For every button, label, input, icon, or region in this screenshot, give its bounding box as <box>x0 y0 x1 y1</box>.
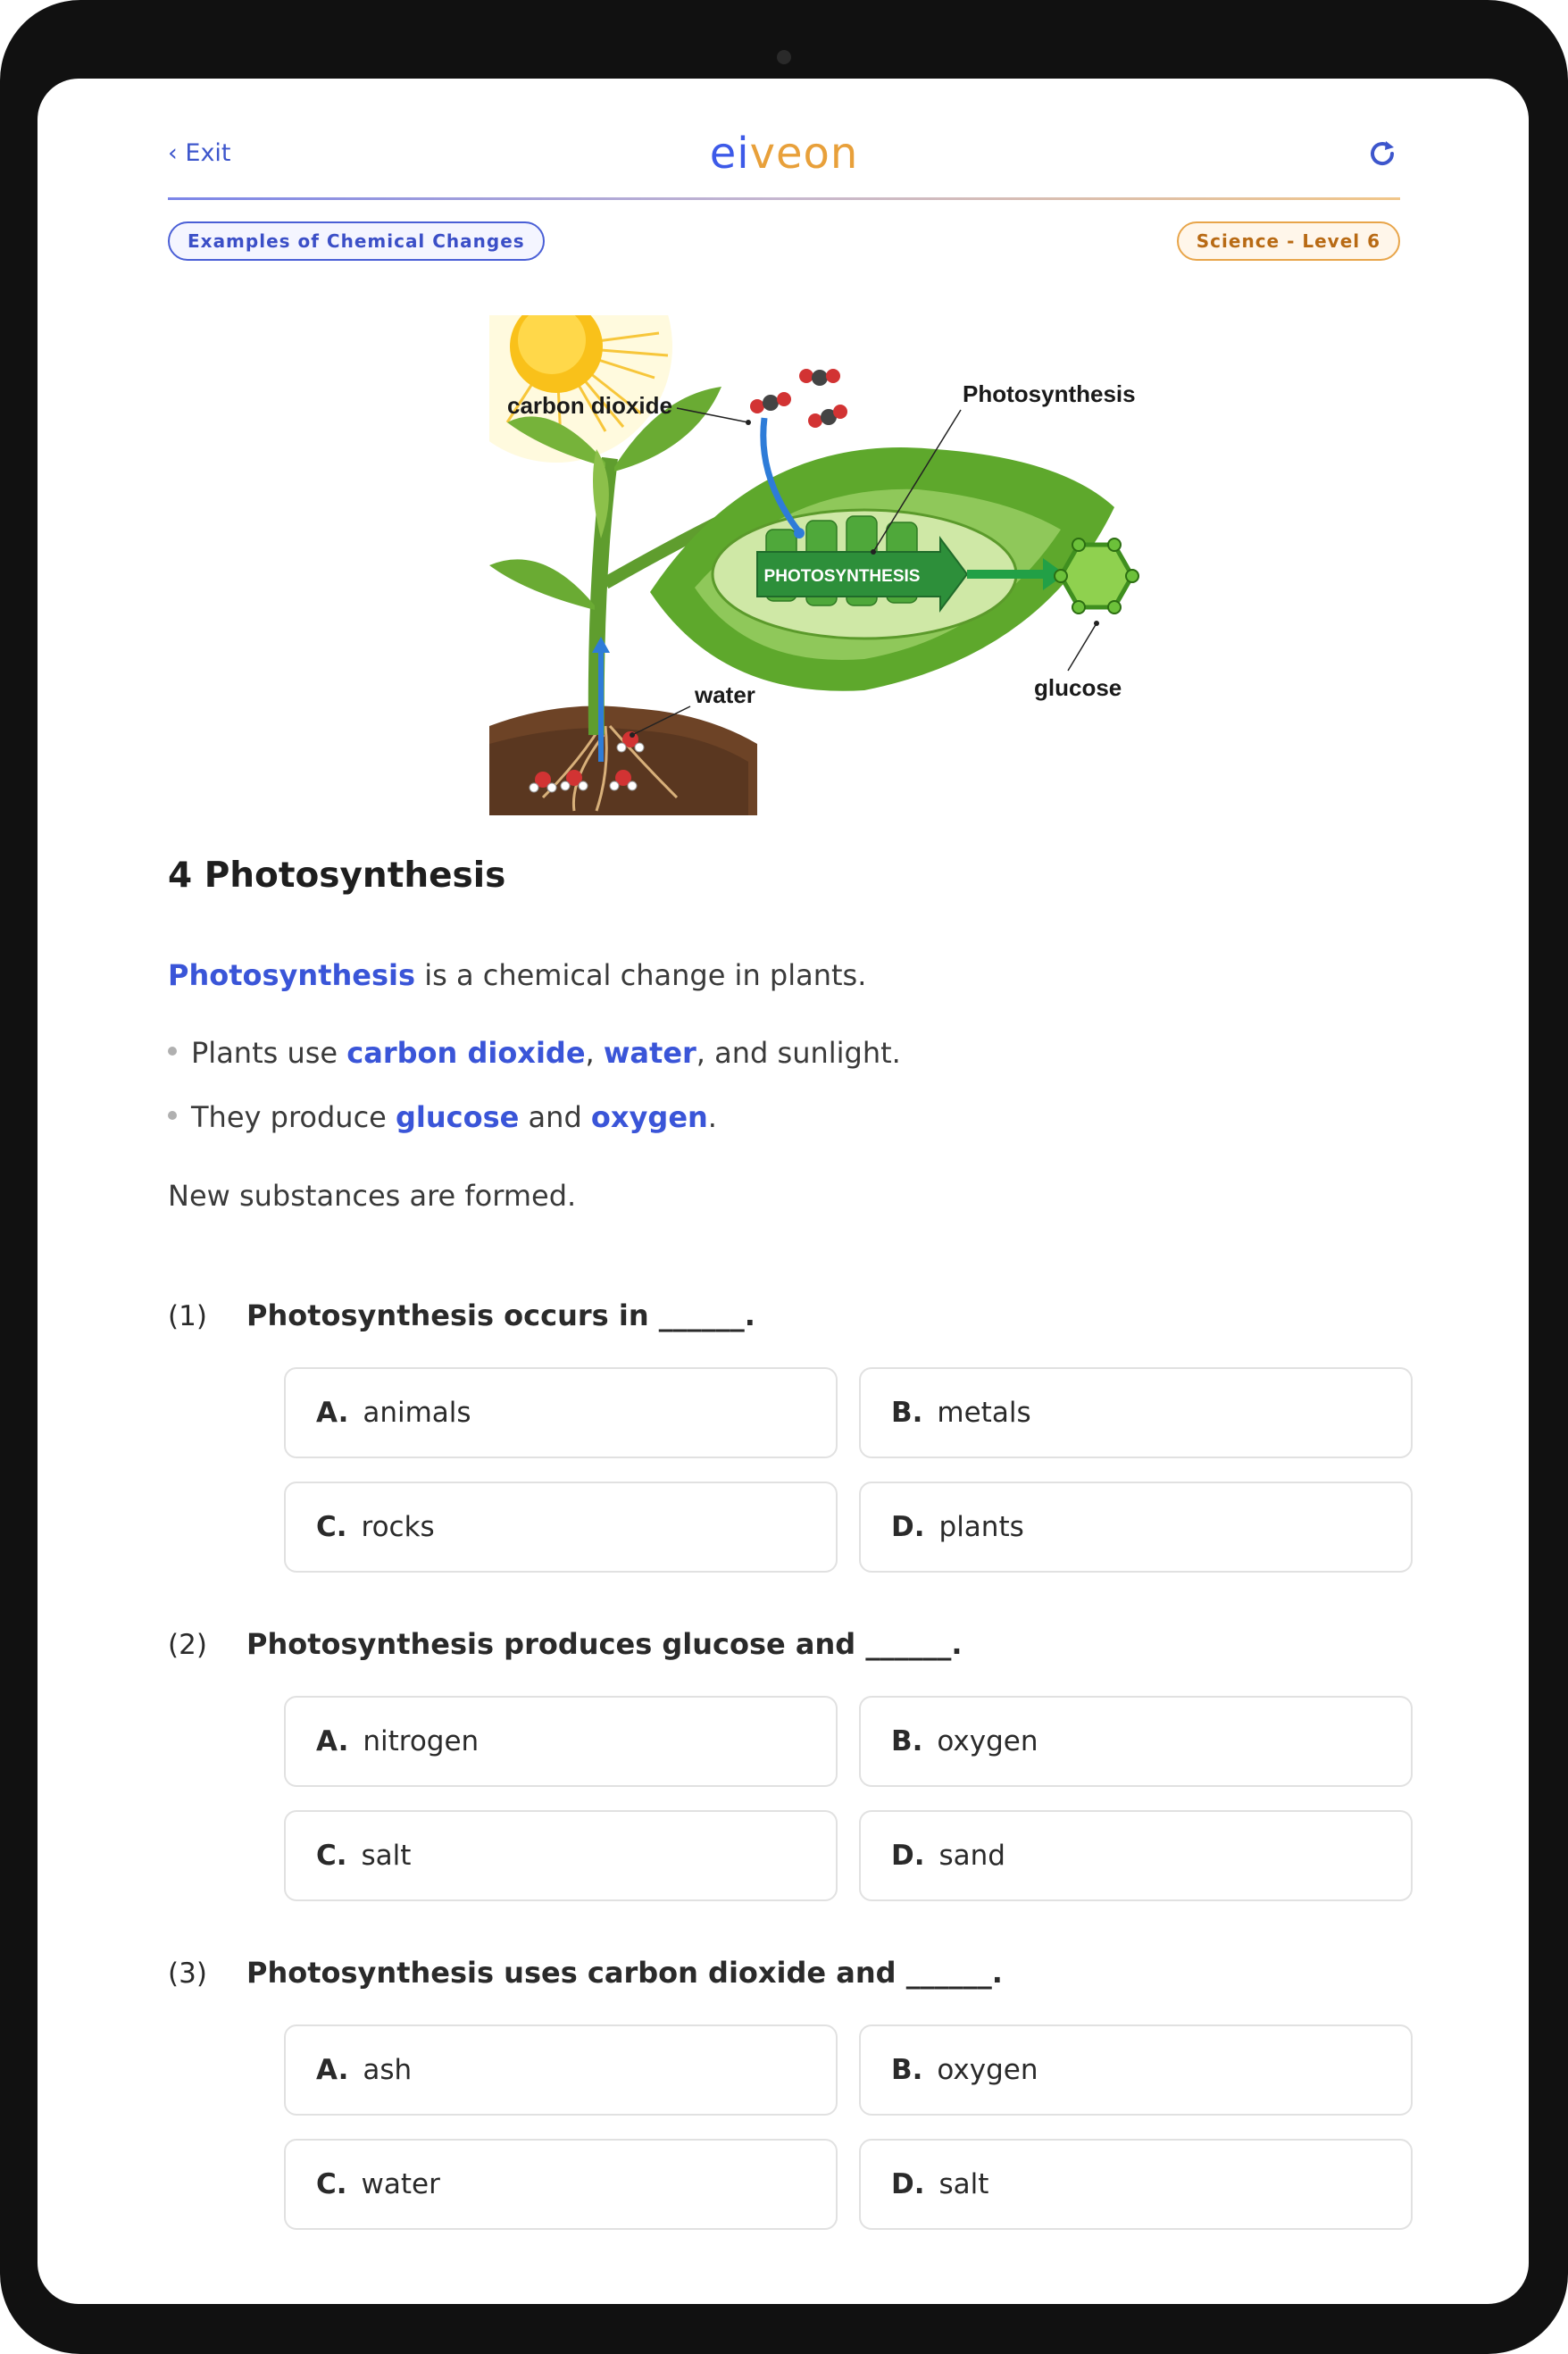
header-divider <box>168 197 1400 200</box>
label-photosynthesis: Photosynthesis <box>963 380 1136 407</box>
question-text: Photosynthesis uses carbon dioxide and ______. <box>246 1956 1003 1990</box>
bullet-text: and <box>519 1100 591 1134</box>
logo-part-2: veon <box>749 129 859 179</box>
option-letter: C. <box>316 1511 347 1543</box>
option-letter: C. <box>316 1840 347 1872</box>
keyword-carbon-dioxide: carbon dioxide <box>346 1036 586 1070</box>
option-d[interactable] <box>859 1810 1413 1901</box>
bullet-dot-icon <box>168 1111 177 1120</box>
question-number: (3) <box>168 1957 207 1990</box>
question-text: Photosynthesis produces glucose and ______. <box>246 1627 963 1661</box>
logo <box>168 129 1400 179</box>
option-letter: D. <box>891 1840 925 1872</box>
keyword-glucose: glucose <box>396 1100 520 1134</box>
option-b[interactable] <box>859 2024 1413 2116</box>
option-letter: D. <box>891 2168 925 2200</box>
photosynthesis-illustration <box>489 315 1150 815</box>
topic-chip: Examples of Chemical Changes <box>168 221 545 261</box>
bullet-text: . <box>707 1100 717 1134</box>
logo-part-1: ei <box>709 129 750 179</box>
option-a[interactable] <box>284 1367 838 1458</box>
option-letter: A. <box>316 1725 349 1757</box>
option-text: oxygen <box>937 1725 1038 1757</box>
option-a[interactable] <box>284 1696 838 1787</box>
photosynthesis-banner-label: PHOTOSYNTHESIS <box>763 567 921 586</box>
exit-button[interactable]: ‹ Exit <box>168 139 231 167</box>
option-text: animals <box>363 1397 471 1429</box>
keyword-water: water <box>603 1036 696 1070</box>
keyword-photosynthesis: Photosynthesis <box>168 958 416 992</box>
option-text: nitrogen <box>363 1725 480 1757</box>
option-letter: A. <box>316 1397 349 1429</box>
keyword-oxygen: oxygen <box>590 1100 708 1134</box>
option-c[interactable] <box>284 1482 838 1573</box>
option-letter: D. <box>891 1511 925 1543</box>
question-number: (1) <box>168 1300 207 1332</box>
option-b[interactable] <box>859 1367 1413 1458</box>
label-carbon-dioxide: carbon dioxide <box>507 392 672 419</box>
top-bar <box>168 129 1400 179</box>
option-letter: B. <box>891 2054 923 2086</box>
option-letter: A. <box>316 2054 349 2086</box>
option-text: salt <box>938 2168 989 2200</box>
question-number: (2) <box>168 1629 207 1661</box>
option-letter: B. <box>891 1397 923 1429</box>
option-d[interactable] <box>859 1482 1413 1573</box>
camera-dot <box>777 50 791 64</box>
option-text: ash <box>363 2054 413 2086</box>
option-text: water <box>361 2168 440 2200</box>
question-text: Photosynthesis occurs in ______. <box>246 1298 755 1332</box>
bullet-text: They produce <box>191 1100 396 1134</box>
level-chip: Science - Level 6 <box>1177 221 1400 261</box>
option-text: sand <box>938 1840 1005 1872</box>
option-a[interactable] <box>284 2024 838 2116</box>
refresh-icon[interactable] <box>1364 136 1400 171</box>
bullet-dot-icon <box>168 1047 177 1056</box>
option-text: oxygen <box>937 2054 1038 2086</box>
bullet-text: , and sunlight. <box>696 1036 901 1070</box>
option-c[interactable] <box>284 2139 838 2230</box>
intro-text: is a chemical change in plants. <box>415 958 867 992</box>
option-letter: B. <box>891 1725 923 1757</box>
option-d[interactable] <box>859 2139 1413 2230</box>
bullet-item <box>168 1036 901 1070</box>
option-text: salt <box>361 1840 412 1872</box>
option-b[interactable] <box>859 1696 1413 1787</box>
closing-paragraph: New substances are formed. <box>168 1179 577 1213</box>
option-text: metals <box>937 1397 1031 1429</box>
section-title: 4 Photosynthesis <box>168 856 506 896</box>
option-letter: C. <box>316 2168 347 2200</box>
option-text: plants <box>938 1511 1024 1543</box>
option-c[interactable] <box>284 1810 838 1901</box>
intro-paragraph <box>168 958 866 992</box>
label-glucose: glucose <box>1034 674 1122 701</box>
screen <box>38 79 1529 2304</box>
label-water: water <box>695 681 755 708</box>
bullet-text: Plants use <box>191 1036 347 1070</box>
option-text: rocks <box>361 1511 435 1543</box>
bullet-item <box>168 1100 717 1134</box>
bullet-text: , <box>585 1036 604 1070</box>
